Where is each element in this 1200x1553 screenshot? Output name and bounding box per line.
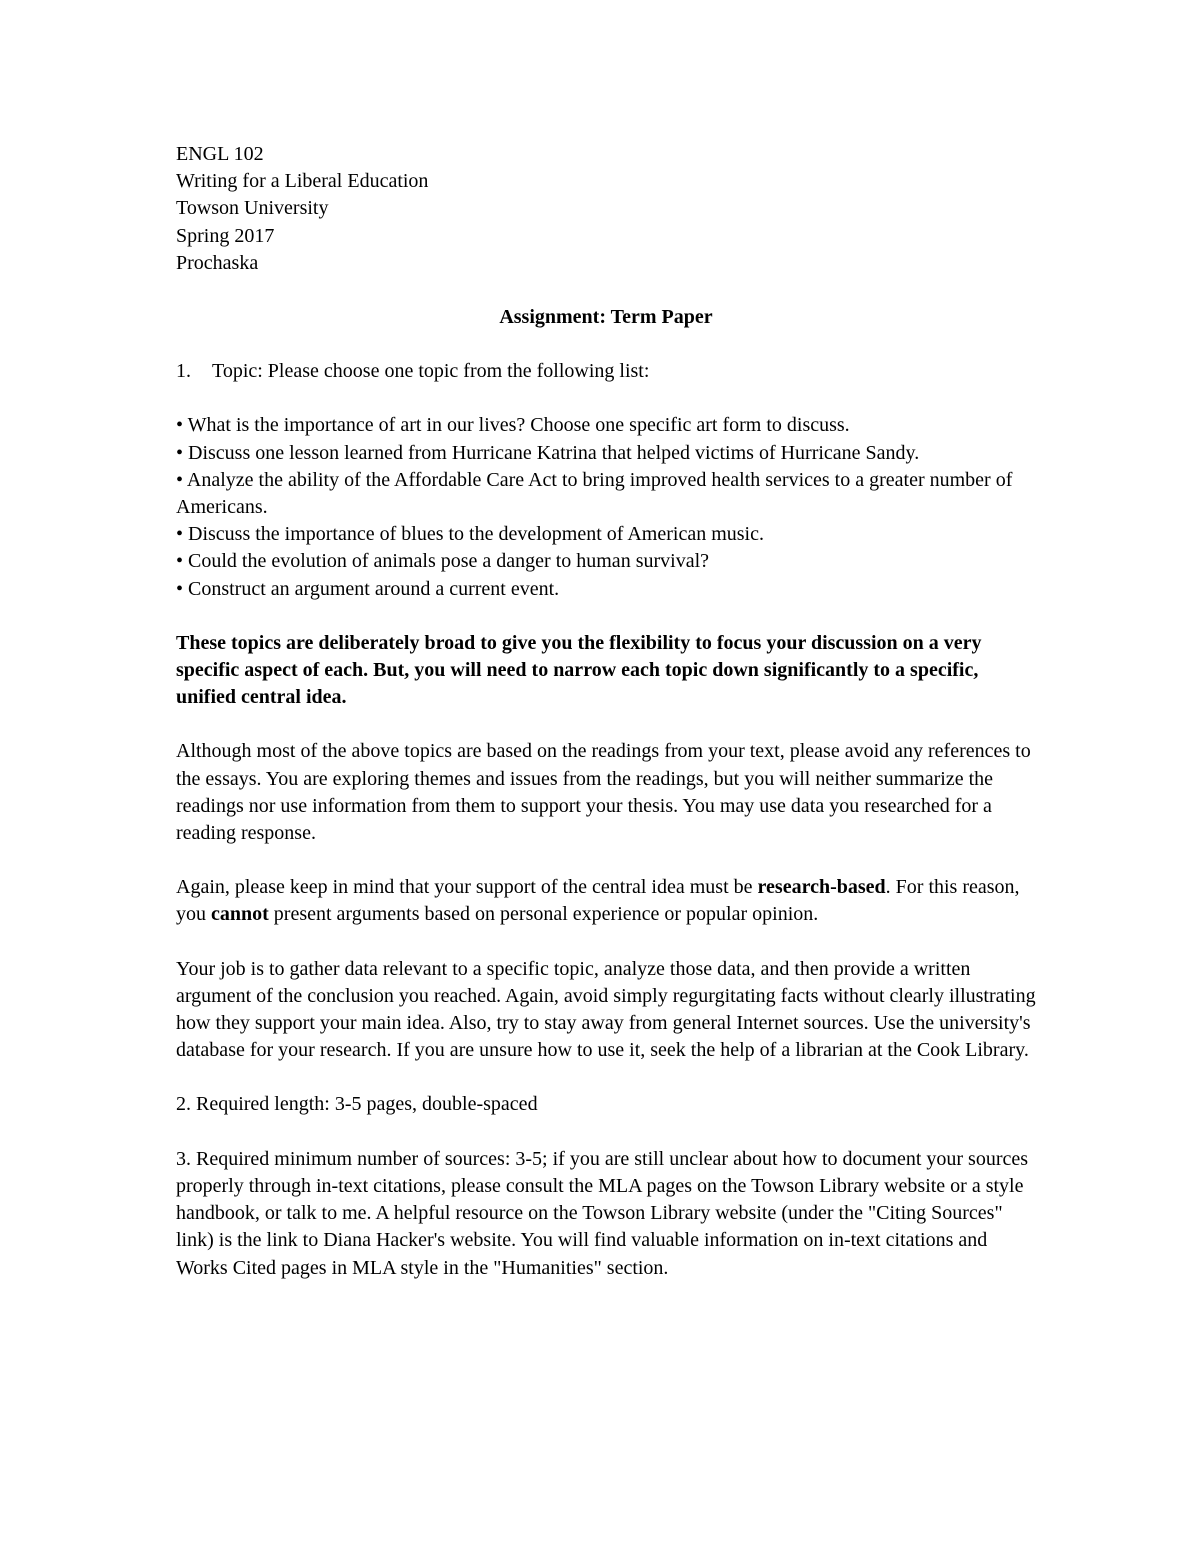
document-header <box>176 141 1036 277</box>
research-paragraph <box>176 874 1036 928</box>
document-page <box>176 141 1036 1282</box>
topic-heading <box>176 358 1036 385</box>
assignment-title: Assignment: Term Paper <box>499 306 713 329</box>
emphasis-paragraph: These topics are deliberately broad to give you the flexibility to focus your discussion on a very specific aspect of each. But, you will need to narrow each topic down significantly to a specific, unified central idea. <box>176 631 982 709</box>
course-name: Writing for a Liberal Education <box>176 170 429 193</box>
research-text-2: . For this reason, you <box>176 876 1020 926</box>
length-requirement: 2. Required length: 3-5 pages, double-spaced <box>176 1093 538 1116</box>
topic-list <box>176 412 1036 602</box>
list-item: • Discuss one lesson learned from Hurricane Katrina that helped victims of Hurricane Sandy. <box>176 441 920 464</box>
list-item: • Could the evolution of animals pose a danger to human survival? <box>176 550 709 573</box>
readings-paragraph: Although most of the above topics are based on the readings from your text, please avoid any references to the essays. You are exploring themes and issues from the readings, but you will neither summarize the readings nor use information from them to support your thesis. You may use data you researched for a reading response. <box>176 740 1031 845</box>
research-based-emphasis: research-based <box>757 876 886 899</box>
list-item: • Analyze the ability of the Affordable Care Act to bring improved health services to a greater number of Americans. <box>176 468 1013 519</box>
sources-requirement: 3. Required minimum number of sources: 3-5; if you are still unclear about how to document your sources properly through in-text citations, please consult the MLA pages on the Towson Library website or a style handbook, or talk to me. A helpful resource on the Towson Library website (under the "Citing Sources" link) is the link to Diana Hacker's website. You will find valuable information on in-text citations and Works Cited pages in MLA style in the "Humanities" section. <box>176 1147 1029 1279</box>
research-text-1: Again, please keep in mind that your support of the central idea must be <box>176 876 758 899</box>
topic-number: 1. <box>176 360 191 383</box>
cannot-emphasis: cannot <box>211 903 269 926</box>
list-item: • Construct an argument around a current event. <box>176 577 560 600</box>
job-paragraph: Your job is to gather data relevant to a specific topic, analyze those data, and then provide a written argument of the conclusion you reached. Again, avoid simply regurgitating facts without clearly illustrating how they support your main idea. Also, try to stay away from general Internet sources. Use the university's database for your research. If you are unsure how to use it, seek the help of a librarian at the Cook Library. <box>176 957 1036 1062</box>
course-code: ENGL 102 <box>176 143 264 165</box>
list-item: • What is the importance of art in our lives? Choose one specific art form to discuss. <box>176 414 850 437</box>
topic-label: Topic: Please choose one topic from the following list: <box>212 360 650 383</box>
university-name: Towson University <box>176 197 329 220</box>
instructor-name: Prochaska <box>176 251 259 274</box>
research-text-3: present arguments based on personal experience or popular opinion. <box>268 903 819 926</box>
list-item: • Discuss the importance of blues to the development of American music. <box>176 523 764 546</box>
term: Spring 2017 <box>176 224 275 247</box>
